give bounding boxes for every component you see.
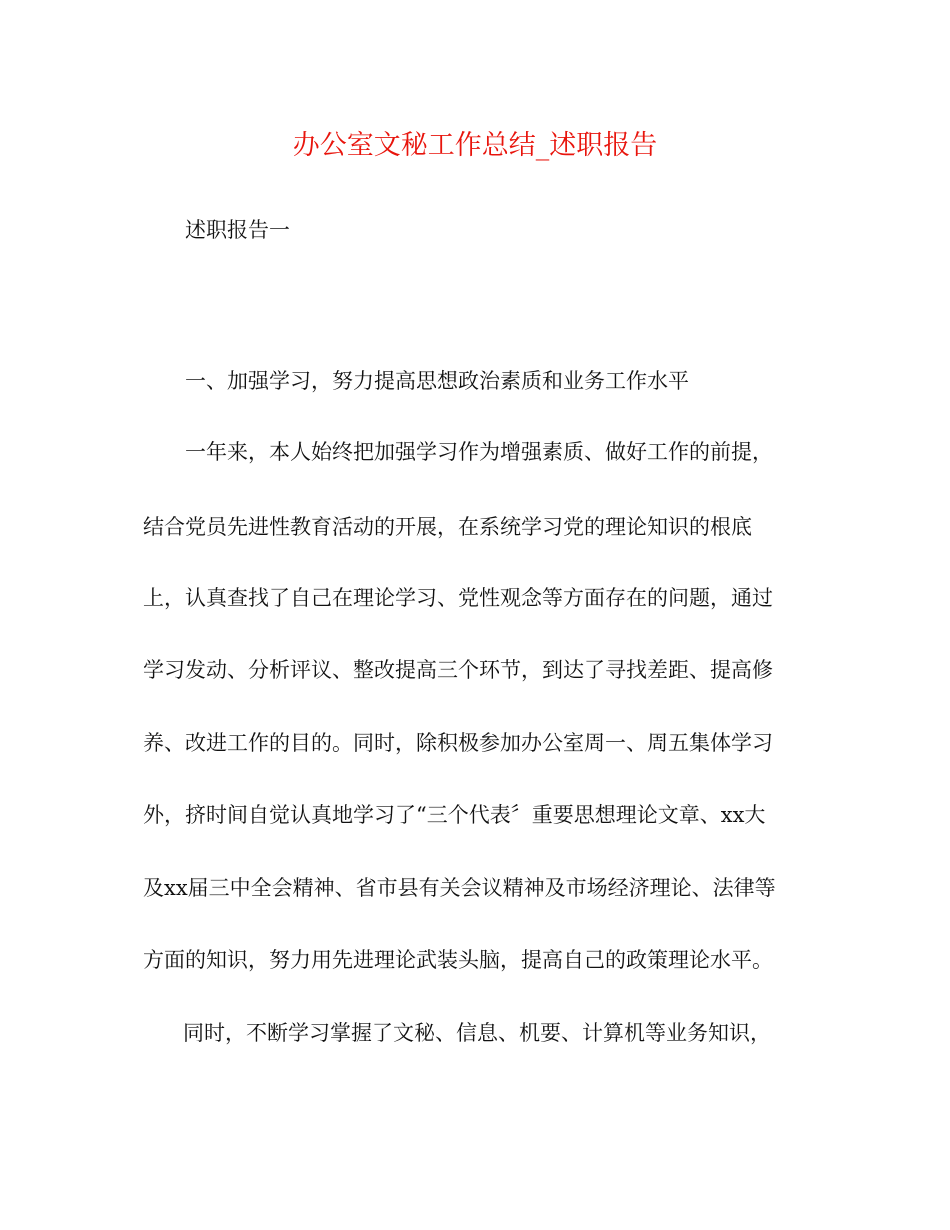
- paragraph-line: 结合党员先进性教育活动的开展，在系统学习党的理论知识的根底: [143, 515, 752, 539]
- paragraph-line: 养、改进工作的目的。同时，除积极参加办公室周一、周五集体学习: [143, 731, 773, 755]
- paragraph-line: 学习发动、分析评议、整改提高三个环节，到达了寻找差距、提高修: [143, 658, 773, 682]
- section-heading: 一、加强学习，努力提高思想政治素质和业务工作水平: [185, 369, 689, 393]
- paragraph-line: 外，挤时间自觉认真地学习了“三个代表〞重要思想理论文章、xx大: [143, 803, 766, 827]
- paragraph-line: 及xx届三中全会精神、省市县有关会议精神及市场经济理论、法律等: [143, 876, 776, 900]
- paragraph-line: 同时，不断学习掌握了文秘、信息、机要、计算机等业务知识，: [183, 1021, 771, 1045]
- paragraph-line: 方面的知识，努力用先进理论武装头脑，提高自己的政策理论水平。: [143, 948, 773, 972]
- subtitle: 述职报告一: [185, 218, 290, 242]
- document-title: 办公室文秘工作总结_述职报告: [292, 130, 658, 161]
- paragraph-line: 一年来，本人始终把加强学习作为增强素质、做好工作的前提，: [185, 440, 773, 464]
- paragraph-line: 上，认真查找了自己在理论学习、党性观念等方面存在的问题，通过: [143, 586, 773, 610]
